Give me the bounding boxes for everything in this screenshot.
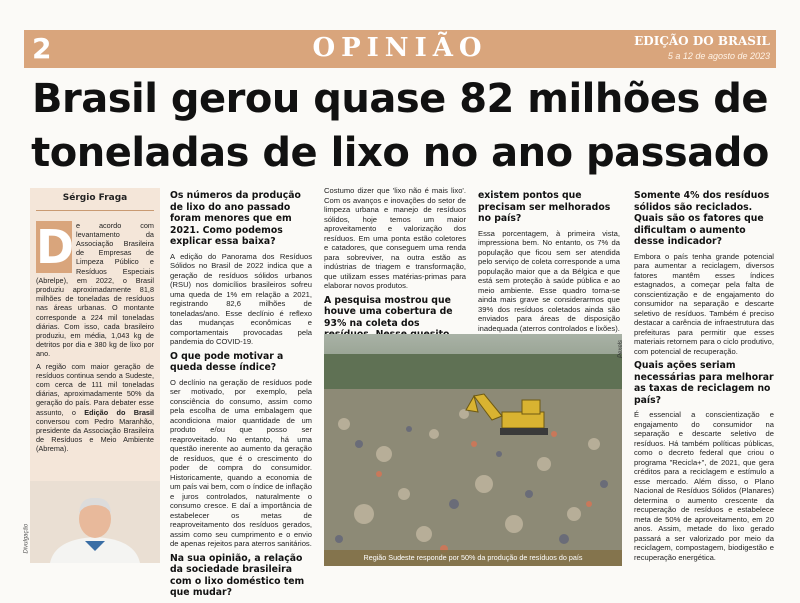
photo-credit-pexels: Pexels [618, 340, 624, 359]
headline-line-1: Brasil gerou quase 82 milhões de [32, 76, 768, 122]
photo-caption: Região Sudeste responde por 50% da produção de resíduos do país [324, 550, 622, 566]
column-3 [324, 186, 466, 356]
portrait-illustration [30, 481, 160, 563]
landfill-photo [324, 334, 622, 566]
question-4-continued: existem pontos que precisam ser melhorados no país? [478, 190, 611, 224]
intro-paragraph-2 [36, 362, 154, 454]
answer-1: A edição do Panorama dos Resíduos Sólidos no Brasil de 2022 indica que a geração de resíduos sólidos urbanos (RSU) nos domicílios brasileiros sofreu uma queda de 1% em relação a 2021, registrando 82,6 milhões de toneladas/ano. Esse declínio é reflexo das mudanças econômicas e comportamentais provocadas pela pandemia do COVID-19. [170, 251, 312, 346]
landfill-illustration [324, 334, 622, 566]
photo-credit: Divulgação [23, 523, 30, 553]
newspaper-name: EDIÇÃO DO BRASIL [634, 34, 770, 48]
answer-3: Costumo dizer que 'lixo não é mais lixo'. Com os avanços e inovações do setor de limpeza urbana e manejo de resíduos sólidos, hoje temos um maior aproveitamento e valorização dos resíduos. Em uma ponta estão coletores e catadores, que conseguem uma renda para sobreviver, na outra estão as indústrias de triagem e transformação, que utilizam esses matérias-primas para elaborar novos produtos. [324, 186, 466, 290]
column-4 [478, 186, 620, 336]
answer-5: Embora o país tenha grande potencial para aumentar a reciclagem, diversos fatores mantêm esses índices estagnados, a começar pela falta de conscientização e de engajamento do consumidor na separação e descarte seletivo de resíduos. Também é preciso destacar a carência de infraestrutura das prefeituras para permitir que esses materiais retornem para o ciclo produtivo, com potencial de recuperação. [634, 251, 774, 356]
question-2: O que pode motivar a queda desse índice? [170, 350, 284, 373]
author-byline: Sérgio Fraga [36, 194, 154, 211]
newspaper-mention: Edição do Brasil [84, 407, 154, 417]
page-number: 2 [32, 32, 52, 65]
question-6: Quais ações seriam necessárias para melhorar as taxas de reciclagem no país? [634, 360, 774, 406]
article-headline [30, 72, 770, 180]
intro-paragraph-2-end: conversou com Pedro Maranhão, presidente da Associação Brasileira de Resíduos e Meio Ambiente (Abrema). [36, 416, 154, 454]
answer-4: Essa porcentagem, à primeira vista, impressiona bem. No entanto, os 7% da população que ficou sem ser atendida pelo serviço de coleta corresponde a uma população maior que a da Bélgica e que está sem proteção à saúde pública e ao meio ambiente. Esse quadro torna-se ainda mais grave se considerarmos que 39% dos resíduos coletados ainda são enviados para áreas de disposição inadequada (aterros controlados e lixões). [478, 228, 620, 333]
drop-cap: D [36, 219, 75, 274]
intro-paragraph-2-text: A região com maior geração de resíduos continua sendo a Sudeste, com cerca de 111 mil toneladas diárias, aproximadamente 50% da geração do país. Para debater esse assunto, o [36, 361, 154, 417]
intro-sidebar [23, 188, 160, 563]
intro-paragraph-1: e acordo com levantamento da Associação Brasileira de Empresas de Limpeza Público e Resíduos Especiais (Abrelpe), em 2022, o Brasil produziu aproximadamente 81,8 milhões de toneladas de resíduos nas áreas urbanas. O montante corresponde a 224 mil toneladas diárias. Com isso, cada brasileiro produziu, em média, 1,043 kg de detritos por dia e 380 kg de lixo por ano. [36, 220, 154, 359]
question-4: A pesquisa mostrou que houve uma cobertura de 93% na coleta dos [324, 294, 453, 329]
question-3: Na sua opinião, a relação da sociedade brasileira com o lixo doméstico tem que mudar? [170, 552, 305, 598]
question-5: Somente 4% dos resíduos sólidos são reciclados. Quais são os fatores que dificultam o aumento desse indicador? [634, 190, 770, 247]
page-header-bar [24, 30, 776, 68]
edition-date: 5 a 12 de agosto de 2023 [667, 51, 770, 61]
section-title: OPINIÃO [312, 33, 488, 63]
interviewee-photo [23, 481, 160, 563]
column-2 [170, 186, 312, 603]
answer-2: O declínio na geração de resíduos pode ser motivado, por exemplo, pela consciência do consumo, assim como pela escolha de uma embalagem que acondiciona maior quantidade de um produto e/ou que posso ser reaproveitado. No entanto, há uma questão inerente ao aumento da geração de resíduos, que é o crescimento do poder de compra do consumidor. Historicamente, quando a economia de um país vai bem, com o índice de inflação e juros controlados, naturalmente o consumo cresce. E daí a importância de estabelecer os metas de reaproveitamento dos resíduos gerados, assim como seu cumprimento e o envio de apenas rejeitos para aterros sanitários. [170, 377, 312, 548]
answer-6: É essencial a conscientização e engajamento do consumidor na separação e descarte seletivo de resíduos. Há também políticas públicas, como o decreto federal que criou o programa "Recicla+", de 2021, que gera créditos para a reciclagem e estímulo a esse mercado. Além disso, o Plano Nacional de Resíduos Sólidos (Planares) determina o aumento crescente da recuperação de resíduos e estabelece meta de 50% de aproveitamento, em 20 anos. Assim, metade do lixo gerado passará a ser valorizado por meio da reciclagem, compostagem, biodigestão e recuperação energética. [634, 410, 774, 562]
column-5 [634, 186, 774, 565]
question-1: Os números da produção de lixo do ano passado foram menores que em 2021. Como podemos explicar essa baixa? [170, 190, 301, 247]
headline-line-2: toneladas de lixo no ano passado [31, 130, 769, 176]
